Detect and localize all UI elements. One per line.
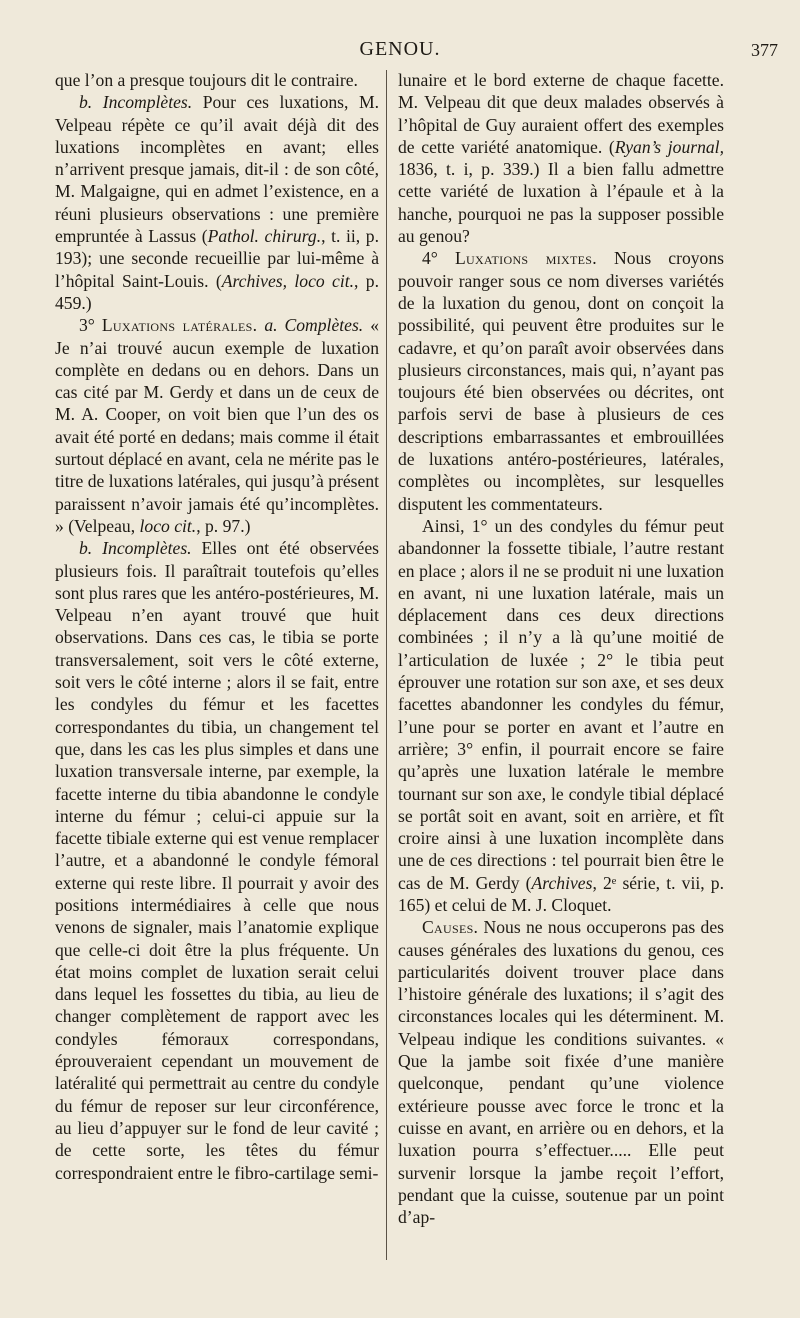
text-run: Nous ne nous occuperons pas des causes générales des luxations du genou, ces particularités doivent trouver place dans l’histoire générale des luxations; il s’agit des circonstances locales qui les déterminent. M. Velpeau indique les conditions suivantes. « Que la jambe soit fixée d’une manière quelconque, pendant qu’une violence extérieure pousse avec force le tronc et la cuisse en avant, en arrière ou en dehors, et la luxation pourra s’effectuer..... Elle peut survenir lorsque la jambe reçoit l’effort, pendant que la cuisse, soutenue par un point d’ap-	[398, 917, 724, 1228]
text-run: Pour ces luxations, M. Velpeau répète ce qu’il avait déjà dit des luxations incomplètes en avant; elles n’arrivent presque jamais, dit-il : de son côté, M. Malgaigne, qui en admet l’existence, en a réuni plusieurs observations : une première empruntée à Lassus (	[55, 92, 380, 247]
text-run: Elles ont été observées plusieurs fois. Il paraîtrait toutefois qu’elles sont plus rares que les antéro-postérieures, M. Velpeau n’en ayant trouvé que huit observations. Dans ces cas, le tibia se porte transversalement, soit vers le côté externe, soit vers le côté interne ; alors il se fait, entre les condyles du fémur et les facettes correspondantes du tibia, un changement tel que, dans les cas les plus simples et dans une luxation transversale interne, par exemple, la facette interne du tibia abandonne le condyle interne du fémur ; celui-ci appuie sur la facette tibiale externe qui est venue remplacer l’autre, et a abandonné le condyle fémoral externe qui reste libre. Il pourrait y avoir des positions intermédiaires à celle que nous venons de signaler, mais l’anatomie explique que celle-ci doit être la plus fréquente. Un état moins complet de luxation serait celui dans lequel les fossettes du tibia, au lieu de changer complètement de rapport avec les condyles fémoraux correspondans, éprouveraient cependant un mouvement de latéralité qui permettrait au centre du condyle du fémur de reposer sur leur circonférence, au lieu d’appuyer sur le fond de leur cavité ; de cette sorte, les têtes du fémur correspondraient entre le fibro-cartilage semi-	[55, 538, 379, 1183]
section-heading: Causes.	[422, 917, 479, 938]
text-run: Nous croyons pouvoir ranger sous ce nom diverses variétés de la luxation du genou, dont on conçoit la possibilité, qui peuvent être produites sur le cadavre, et qu’on paraît avoir observées dans plusieurs circonstances, mais qui, n’ayant pas toujours été bien observées ou décrites, ont parfois servi de base à plusieurs de ces descriptions embarrassantes et embrouillées de luxations antéro-postérieures, latérales, complètes ou incomplètes, sur lesquelles disputent les commentateurs.	[398, 248, 724, 514]
left-column	[55, 69, 379, 1184]
paragraph	[398, 69, 724, 247]
paragraph	[398, 916, 724, 1228]
italic-text: Ryan’s journal,	[614, 136, 724, 157]
paragraph	[55, 314, 379, 537]
italic-text: b. Incomplètes.	[79, 538, 192, 559]
text-run: « Je n’ai trouvé aucun exemple de luxation complète en dedans ou en dehors. Dans un cas cité par M. Gerdy et dans un de ceux de M. A. Cooper, on voit bien que l’un des os avait été porté en dedans; mais comme il était surtout déplacé en avant, cela ne mérite pas le titre de luxations latérales, qui jusqu’à présent paraissent n’avoir jamais été qu’incomplètes. » (Velpeau,	[55, 315, 379, 536]
page-header	[0, 36, 800, 66]
column-divider	[386, 70, 387, 1260]
paragraph	[55, 537, 379, 1184]
text-run: , 2ᵉ série, t. vii, p. 165) et celui de M. J. Cloquet.	[398, 872, 724, 915]
text-run: 3°	[79, 315, 102, 336]
section-heading: Luxations latérales.	[101, 315, 258, 336]
italic-text: a. Complètes.	[264, 315, 364, 336]
text-run: 1836, t. i, p. 339.) Il a bien fallu admettre cette variété de luxation à l’épaule et à la hanche, pourquoi ne pas la supposer possible au genou?	[398, 159, 724, 247]
text-run: , p. 459.)	[55, 270, 379, 313]
italic-text: b. Incomplètes.	[79, 92, 193, 113]
text-run: lunaire et le bord externe de chaque facette. M. Velpeau dit que deux malades observés à l’hôpital de Guy auraient offert des exemples de cette variété anatomique. (	[398, 70, 724, 157]
text-run: , t. ii, p. 193); une seconde recueillie par lui-même à l’hôpital Saint-Louis. (	[55, 226, 379, 291]
page-number: 377	[751, 40, 778, 60]
text-run: , p. 97.)	[196, 515, 251, 536]
text-run: que l’on a presque toujours dit le contraire.	[55, 70, 358, 90]
text-run: Ainsi, 1° un des condyles du fémur peut abandonner la fossette tibiale, l’autre restant en place ; alors il ne se produit ni une luxation en avant, ni une luxation latérale, mais un déplacement dans ces deux directions combinées ; il n’y a là qu’une moitié de l’articulation de luxée ; 2° le tibia peut éprouver une rotation sur son axe, et ses deux facettes abandonner les condyles du fémur, l’une pour se porter en avant et l’autre en arrière; 3° enfin, il pourrait encore se faire qu’après une luxation latérale le membre tournant sur son axe, le condyle tibial déplacé se portât soit en avant, soit en arrière, et fît croire ainsi à une luxation incomplète dans une de ces directions : tel pourrait bien être le cas de M. Gerdy (	[398, 515, 724, 893]
paragraph	[55, 91, 379, 314]
paragraph	[55, 69, 379, 91]
paragraph	[398, 247, 724, 515]
running-title: GENOU.	[359, 38, 441, 60]
text-run: 4°	[422, 248, 455, 269]
italic-text: Archives, loco cit.	[221, 270, 355, 291]
italic-text: loco cit.	[139, 515, 197, 536]
right-column	[398, 69, 724, 1228]
section-heading: Luxations mixtes.	[454, 248, 597, 269]
paragraph	[398, 515, 724, 916]
italic-text: Pathol. chirurg.	[207, 226, 322, 247]
italic-text: Archives	[531, 872, 593, 893]
